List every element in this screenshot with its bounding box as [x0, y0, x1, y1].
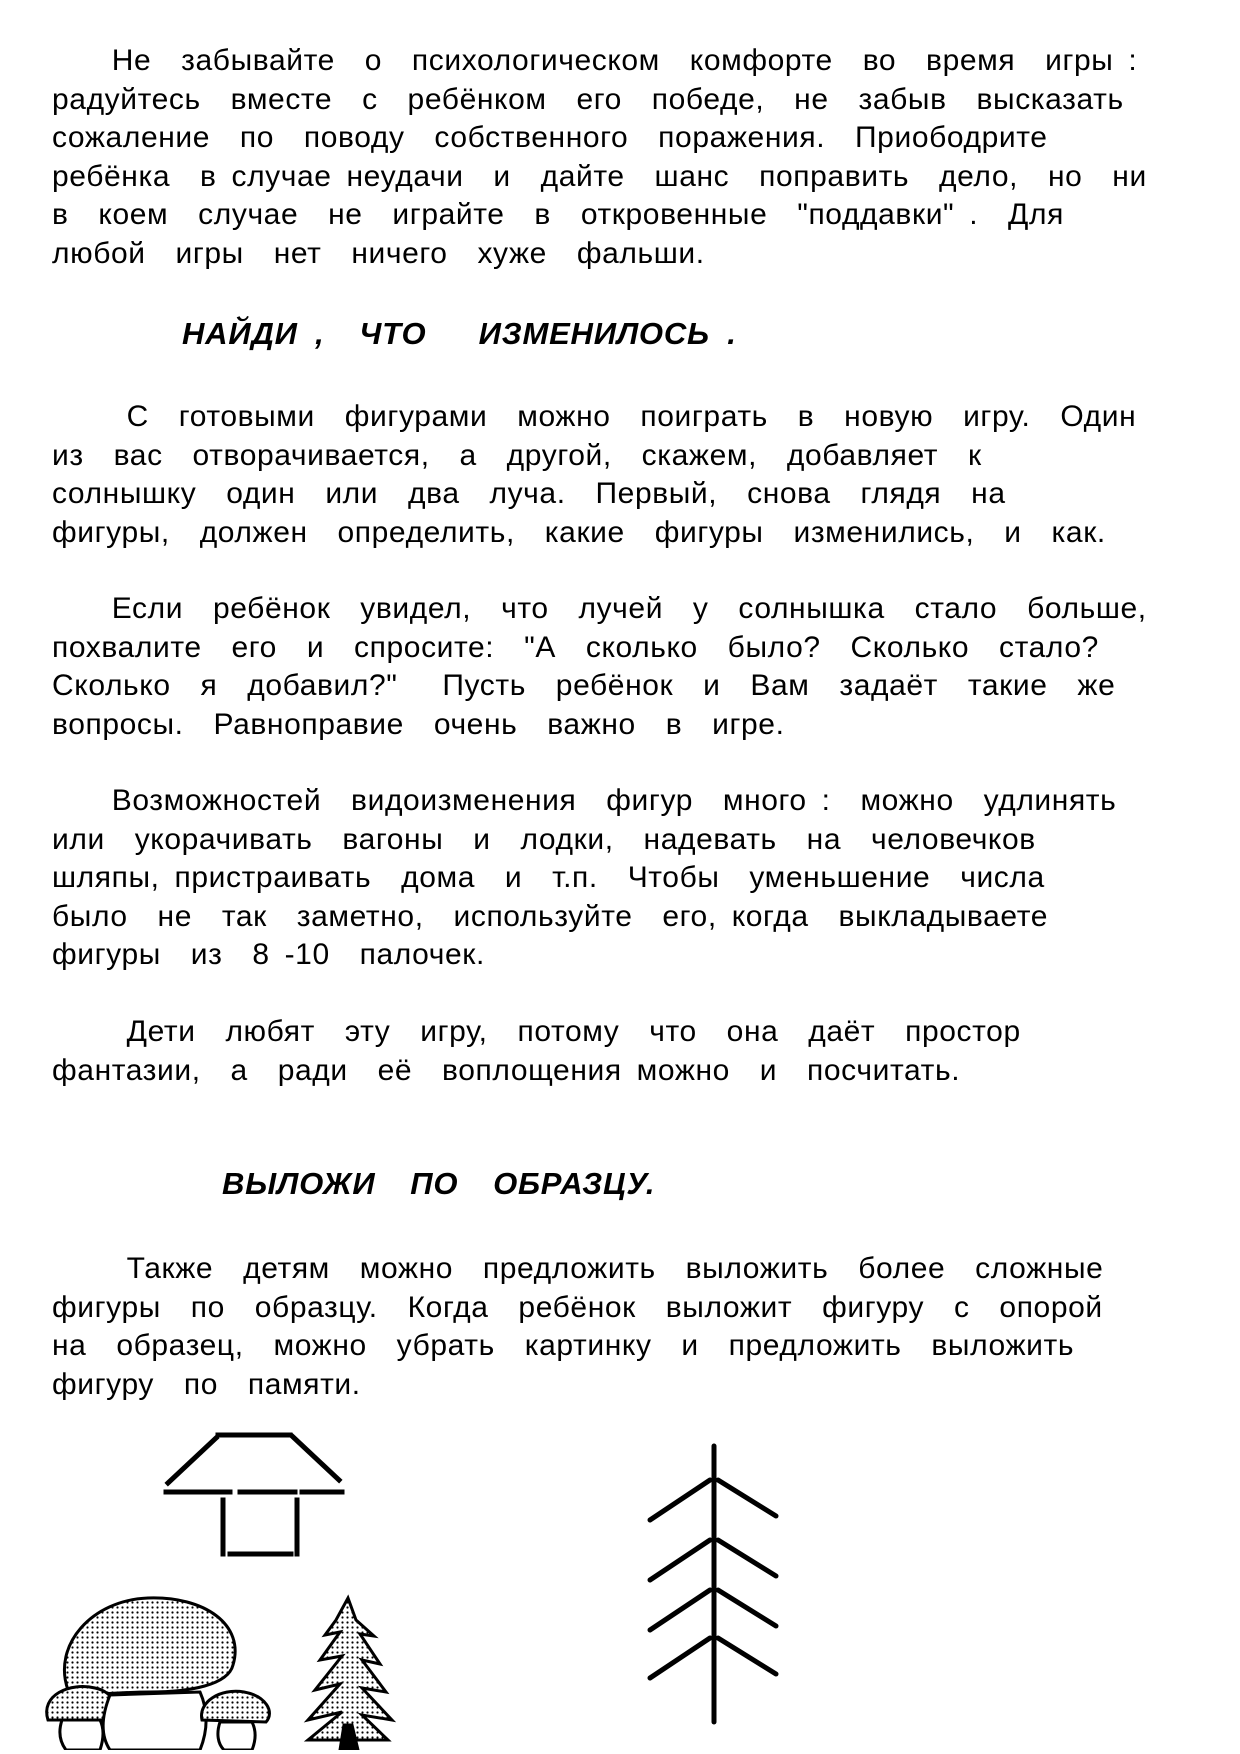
text-line: сожаление по поводу собственного поражения. Приободрите — [52, 121, 1048, 154]
text-line: фантазии, а ради её воплощения можно и посчитать. — [52, 1053, 961, 1087]
text-line: Сколько я добавил?" Пусть ребёнок и Вам задаёт такие же — [52, 669, 1116, 702]
mushroom-stick-house-icon — [40, 1420, 500, 1750]
heading-find-changed: НАЙДИ , ЧТО ИЗМЕНИЛОСЬ . — [182, 316, 737, 351]
text-line: ребёнка в случае неудачи и дайте шанс поправить дело, но ни — [52, 159, 1147, 193]
text-line: радуйтесь вместе с ребёнком его победе, не забыв высказать — [52, 82, 1124, 116]
text-line: на образец, можно убрать картинку и предложить выложить — [52, 1329, 1075, 1362]
paragraph-praise — [52, 590, 1147, 744]
text-line: шляпы, пристраивать дома и т.п. Чтобы уменьшение числа — [52, 861, 1045, 894]
text-line: Не забывайте о психологическом комфорте во время игры : — [52, 44, 1138, 77]
text-line: Если ребёнок увидел, что лучей у солнышка стало больше, — [52, 592, 1147, 625]
text-line: С готовыми фигурами можно поиграть в новую игру. Один — [52, 400, 1137, 433]
paragraph-possibilities — [52, 782, 1132, 975]
paragraph-new-game — [52, 398, 1137, 552]
text-line: Также детям можно предложить выложить более сложные — [52, 1252, 1104, 1285]
text-line: фигуры по образцу. Когда ребёнок выложит фигуру с опорой — [52, 1290, 1103, 1324]
text-line: Дети любят эту игру, потому что она даёт простор — [52, 1015, 1021, 1048]
text-line: было не так заметно, используйте его, когда выкладываете — [52, 899, 1048, 933]
text-line: Возможностей видоизменения фигур много : можно удлинять — [52, 784, 1117, 817]
text-line: или укорачивать вагоны и лодки, надевать на человечков — [52, 822, 1036, 856]
text-line: фигуры из 8 -10 палочек. — [52, 938, 485, 971]
paragraph-comfort — [52, 42, 1147, 273]
text-line: любой игры нет ничего хуже фальши. — [52, 236, 705, 270]
stick-fir-tree-icon — [640, 1440, 790, 1730]
heading-lay-out-by-sample: ВЫЛОЖИ ПО ОБРАЗЦУ. — [222, 1166, 656, 1201]
text-line: вопросы. Равноправие очень важно в игре. — [52, 707, 785, 741]
paragraph-complex-figures — [52, 1250, 1132, 1404]
text-line: фигуру по памяти. — [52, 1367, 361, 1401]
text-line: из вас отворачивается, а другой, скажем, добавляет к — [52, 438, 982, 472]
text-line: фигуры, должен определить, какие фигуры изменились, и как. — [52, 515, 1106, 549]
text-line: похвалите его и спросите: "А сколько было? Сколько стало? — [52, 630, 1099, 664]
paragraph-children-love — [52, 1013, 1132, 1090]
text-line: солнышку один или два луча. Первый, снова глядя на — [52, 477, 1006, 510]
text-line: в коем случае не играйте в откровенные "поддавки" . Для — [52, 198, 1064, 231]
